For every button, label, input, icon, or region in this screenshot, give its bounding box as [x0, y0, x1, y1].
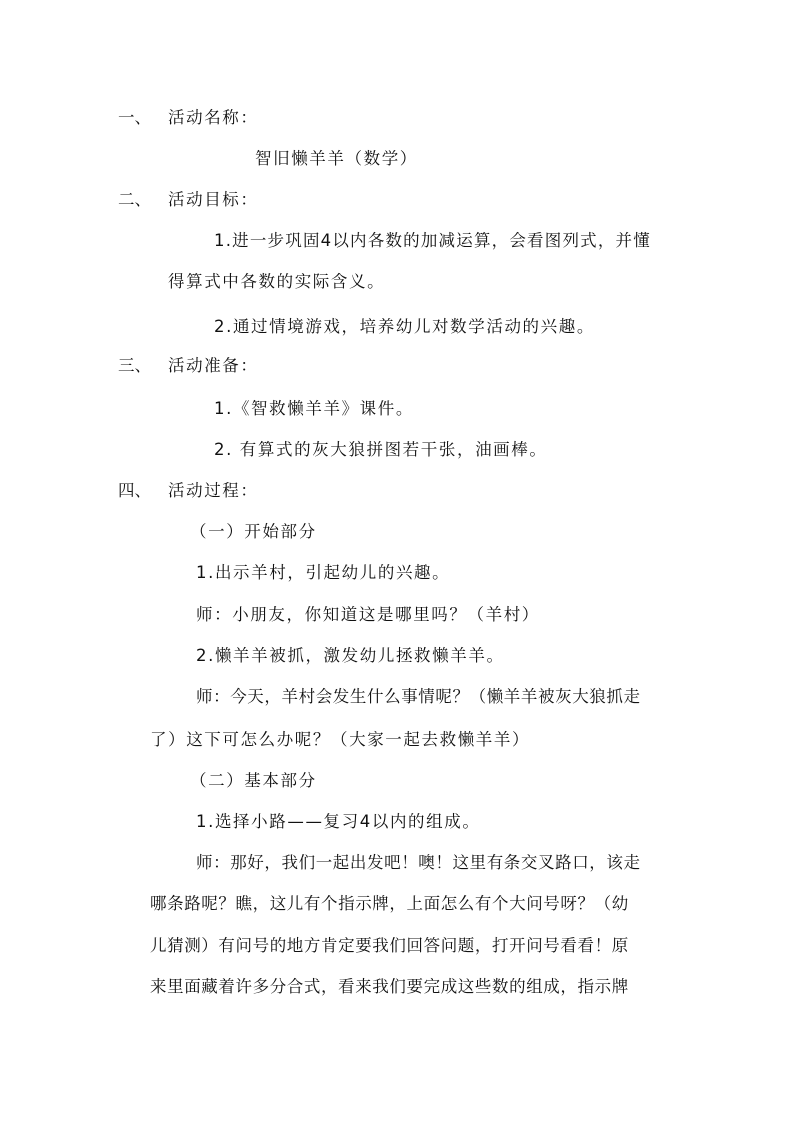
section-number-2: 二、: [118, 190, 151, 209]
prep-line-2: 2. 有算式的灰大狼拼图若干张，油画棒。: [214, 440, 548, 459]
part1-line-4: 师：今天，羊村会发生什么事情呢？（懒羊羊被灰大狼抓走: [196, 687, 641, 706]
part2-line-4: 儿猜测）有问号的地方肯定要我们回答问题，打开问号看看！原: [150, 936, 629, 955]
part2-line-5: 来里面藏着许多分合式，看来我们要完成这些数的组成，指示牌: [150, 977, 629, 996]
section-number-3: 三、: [118, 356, 151, 375]
section-number-1: 一、: [118, 108, 151, 127]
goal-line-2: 得算式中各数的实际含义。: [168, 272, 386, 291]
part2-line-1: 1.选择小路——复习4以内的组成。: [196, 812, 481, 831]
section-heading-1: 活动名称：: [168, 108, 259, 127]
part1-title: （一）开始部分: [190, 522, 317, 541]
section-heading-3: 活动准备：: [168, 356, 259, 375]
part1-line-3: 2.懒羊羊被抓，激发幼儿拯救懒羊羊。: [196, 646, 505, 665]
part1-line-2: 师：小朋友，你知道这是哪里吗？（羊村）: [196, 605, 540, 624]
section-number-4: 四、: [118, 481, 151, 500]
prep-line-1: 1.《智救懒羊羊》课件。: [214, 399, 414, 418]
goal-line-3: 2.通过情境游戏，培养幼儿对数学活动的兴趣。: [214, 317, 595, 336]
part2-title: （二）基本部分: [190, 771, 317, 790]
part1-line-5: 了）这下可怎么办呢？（大家一起去救懒羊羊）: [150, 730, 531, 749]
activity-title: 智旧懒羊羊（数学）: [255, 149, 418, 168]
part2-line-3: 哪条路呢？瞧，这儿有个指示牌，上面怎么有个大问号呀？（幼: [150, 894, 629, 913]
section-heading-4: 活动过程：: [168, 481, 259, 500]
goal-line-1: 1.进一步巩固4以内各数的加减运算，会看图列式，并懂: [214, 231, 651, 250]
part2-line-2: 师：那好，我们一起出发吧！噢！这里有条交叉路口，该走: [196, 853, 641, 872]
part1-line-1: 1.出示羊村，引起幼儿的兴趣。: [196, 563, 451, 582]
section-heading-2: 活动目标：: [168, 190, 259, 209]
